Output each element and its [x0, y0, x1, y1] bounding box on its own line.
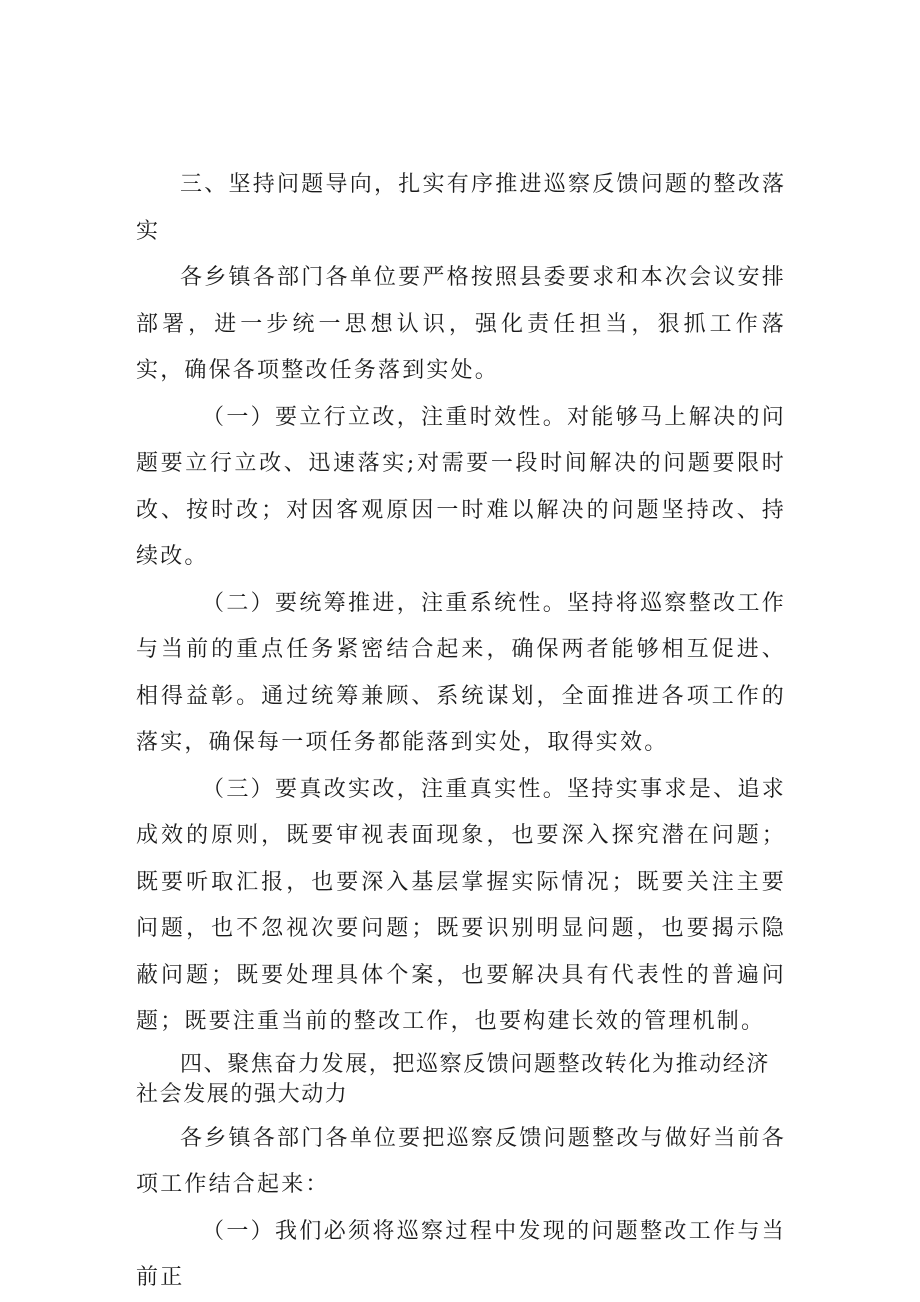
section-3-item-3: （三）要真改实改，注重真实性。坚持实事求是、追求成效的原则，既要审视表面现象，也要深入探究潜在问题；既要听取汇报，也要深入基层掌握实际情况；既要关注主要问题，也不忽视次要问题；既要识别明显问题，也要揭示隐蔽问题；既要处理具体个案，也要解决具有代表性的普遍问题；既要注重当前的整改工作，也要构建长效的管理机制。: [136, 776, 786, 1034]
section-4-item-1: （一）我们必须将巡察过程中发现的问题整改工作与当前正: [136, 1218, 786, 1290]
section-4-intro: 各乡镇各部门各单位要把巡察反馈问题整改与做好当前各项工作结合起来：: [136, 1125, 786, 1197]
section-heading-3: 三、坚持问题导向，扎实有序推进巡察反馈问题的整改落实: [136, 172, 786, 244]
section-heading-4: 四、聚焦奋力发展，把巡察反馈问题整改转化为推动经济社会发展的强大动力: [136, 1051, 771, 1107]
section-3-item-2: （二）要统筹推进，注重系统性。坚持将巡察整改工作与当前的重点任务紧密结合起来，确保两者能够相互促进、相得益彰。通过统筹兼顾、系统谋划，全面推进各项工作的落实，确保每一项任务都能落到实处，取得实效。: [136, 590, 786, 755]
section-3-item-1: （一）要立行立改，注重时效性。对能够马上解决的问题要立行立改、迅速落实;对需要一段时间解决的问题要限时改、按时改；对因客观原因一时难以解决的问题坚持改、持续改。: [136, 404, 786, 569]
section-3-intro: 各乡镇各部门各单位要严格按照县委要求和本次会议安排部署，进一步统一思想认识，强化责任担当，狠抓工作落实，确保各项整改任务落到实处。: [136, 265, 786, 383]
document-body: [136, 162, 786, 1302]
